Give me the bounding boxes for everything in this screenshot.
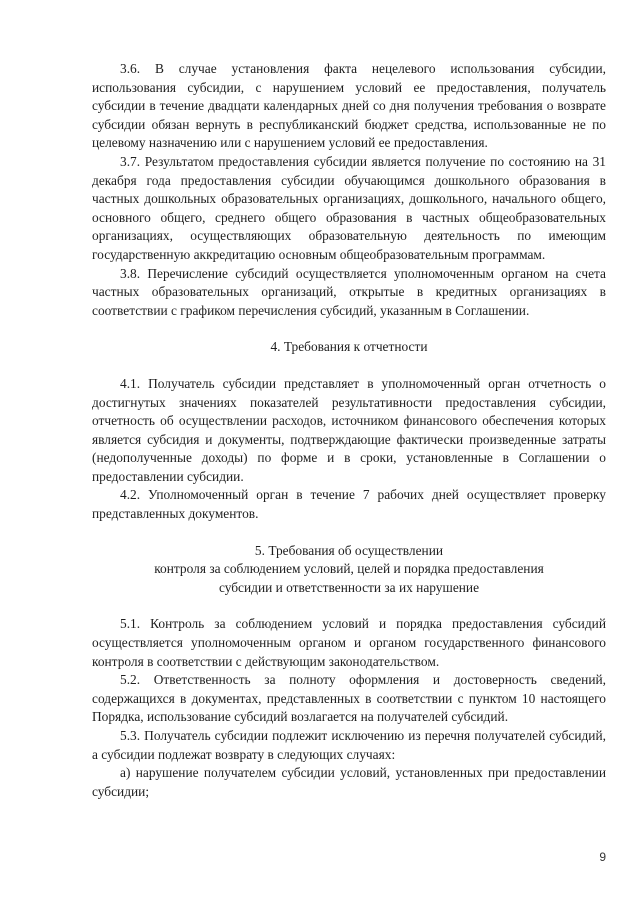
paragraph-4-2: 4.2. Уполномоченный орган в течение 7 рабочих дней осуществляет проверку представленных документов. bbox=[92, 487, 606, 522]
paragraph-3-8: 3.8. Перечисление субсидий осуществляется уполномоченным органом на счета частных образовательных организаций, открытые в кредитных организациях в соответствии с графиком перечисления субсидий, указанным в Соглашении. bbox=[92, 265, 606, 318]
section-3-continuation bbox=[92, 60, 606, 320]
section-5-heading-line: 5. Требования об осуществлении bbox=[254, 542, 444, 558]
section-5-heading-line: контроля за соблюдением условий, целей и порядка предоставления bbox=[154, 561, 544, 577]
paragraph-4-1: 4.1. Получатель субсидии представляет в уполномоченный орган отчетность о достигнутых значениях показателей результативности предоставления субсидии, отчетность об осуществлении расходов, источником финансового обеспечения которых является субсидия и документы, подтверждающие фактически произведенные затраты (недополученные доходы) по форме и в сроки, установленные в Соглашении о предоставлении субсидии. bbox=[92, 375, 606, 484]
paragraph-5-3-a: а) нарушение получателем субсидии условий, установленных при предоставлении субсидии; bbox=[92, 765, 606, 799]
section-4-body bbox=[92, 375, 606, 524]
paragraph-3-7: 3.7. Результатом предоставления субсидии является получение по состоянию на 31 декабря года предоставления субсидии обучающимся дошкольного образования в частных дошкольных образовательных организациях, дошкольного, начального общего, основного общего, среднего общего образования в частных общеобразовательных организациях, осуществляющих образовательную деятельность по имеющим государственную аккредитацию основным общеобразовательным программам. bbox=[92, 153, 606, 262]
section-4-heading: 4. Требования к отчетности bbox=[270, 339, 428, 355]
paragraph-5-2: 5.2. Ответственность за полноту оформления и достоверность сведений, содержащихся в документах, представленных в соответствии с пунктом 10 настоящего Порядка, использование субсидий возлагается на получателей субсидий. bbox=[92, 672, 606, 725]
paragraph-5-1: 5.1. Контроль за соблюдением условий и порядка предоставления субсидий осуществляется уполномоченным органом и органом государственного финансового контроля в соответствии с действующим законодательством. bbox=[92, 616, 606, 669]
section-5-heading bbox=[92, 542, 606, 598]
section-5-heading-line: субсидии и ответственности за их нарушение bbox=[218, 579, 480, 595]
page-number: 9 bbox=[599, 850, 606, 864]
section-5-body bbox=[92, 615, 606, 801]
paragraph-5-3: 5.3. Получатель субсидии подлежит исключению из перечня получателей субсидий, а субсидии подлежат возврату в следующих случаях: bbox=[92, 728, 606, 762]
paragraph-3-6: 3.6. В случае установления факта нецелевого использования субсидии, использования субсидии, с нарушением условий ее предоставления, получатель субсидии в течение двадцати календарных дней со дня получения требования о возврате субсидии обязан вернуть в республиканский бюджет средства, использованные не по целевому назначению или с нарушением условий ее предоставления. bbox=[92, 61, 606, 151]
